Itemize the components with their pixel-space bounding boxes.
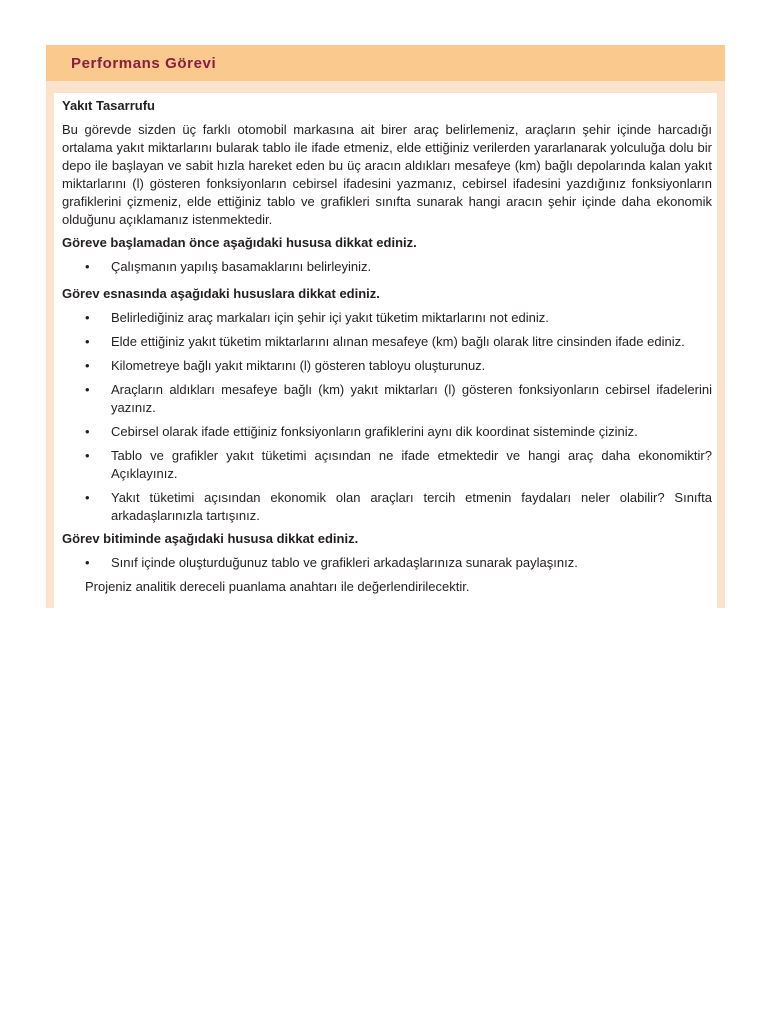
bullet-icon: • <box>85 555 90 570</box>
list-item-text: Sınıf içinde oluşturduğunuz tablo ve grafikleri arkadaşlarınıza sunarak paylaşınız. <box>111 555 578 570</box>
list-item-text: Çalışmanın yapılış basamaklarını belirleyiniz. <box>111 259 372 274</box>
bullet-icon: • <box>85 358 90 373</box>
panel-header <box>46 45 725 81</box>
list-item-text: Cebirsel olarak ifade ettiğiniz fonksiyonların grafiklerini aynı dik koordinat sisteminde çiziniz. <box>111 424 638 439</box>
list-item-text: Tablo ve grafikler yakıt tüketimi açısından ne ifade etmektedir ve hangi araç daha ekonomiktir? Açıklayınız. <box>111 448 712 481</box>
during-heading: Görev esnasında aşağıdaki hususlara dikkat ediniz. <box>62 286 380 301</box>
list-item-text: Kilometreye bağlı yakıt miktarını (l) gösteren tabloyu oluşturunuz. <box>111 358 486 373</box>
bullet-icon: • <box>85 334 90 349</box>
after-list <box>62 554 712 572</box>
bullet-icon: • <box>85 382 90 397</box>
task-title: Yakıt Tasarrufu <box>62 98 155 113</box>
list-item <box>62 447 712 483</box>
after-heading: Görev bitiminde aşağıdaki hususa dikkat ediniz. <box>62 531 359 546</box>
bullet-icon: • <box>85 490 90 505</box>
bullet-icon: • <box>85 424 90 439</box>
list-item-text: Araçların aldıkları mesafeye bağlı (km) yakıt miktarları (l) gösteren fonksiyonların cebirsel ifadelerini yazınız. <box>111 382 712 415</box>
before-heading: Göreve başlamadan önce aşağıdaki hususa dikkat ediniz. <box>62 235 417 250</box>
performance-task-panel <box>46 45 725 608</box>
list-item <box>62 309 712 327</box>
list-item <box>62 423 712 441</box>
list-item <box>62 357 712 375</box>
list-item <box>62 381 712 417</box>
list-item <box>62 489 712 525</box>
bullet-icon: • <box>85 259 90 274</box>
list-item-text: Elde ettiğiniz yakıt tüketim miktarlarını alınan mesafeye (km) bağlı olarak litre cinsinden ifade ediniz. <box>111 334 685 349</box>
list-item <box>62 333 712 351</box>
evaluation-note: Projeniz analitik dereceli puanlama anahtarı ile değerlendirilecektir. <box>85 579 470 594</box>
list-item <box>62 258 712 276</box>
during-list <box>62 309 712 525</box>
panel-content <box>54 93 717 608</box>
task-body <box>62 97 712 596</box>
bullet-icon: • <box>85 310 90 325</box>
panel-title: Performans Görevi <box>71 55 217 72</box>
before-list <box>62 258 712 276</box>
list-item-text: Belirlediğiniz araç markaları için şehir içi yakıt tüketim miktarlarını not ediniz. <box>111 310 549 325</box>
list-item <box>62 554 712 572</box>
list-item-text: Yakıt tüketimi açısından ekonomik olan araçları tercih etmenin faydaları neler olabilir? Sınıfta arkadaşlarınızla tartışınız. <box>111 490 712 523</box>
bullet-icon: • <box>85 448 90 463</box>
task-intro: Bu görevde sizden üç farklı otomobil markasına ait birer araç belirlemeniz, araçların şehir içinde harcadığı ortalama yakıt miktarlarını bularak tablo ile ifade etmeniz, elde ettiğiniz verilerden yararlanarak yolculuğa dolu bir depo ile başlayan ve sabit hızla hareket eden bu üç aracın aldıkları mesafeye (km) bağlı depolarında kalan yakıt miktarlarını (l) gösteren fonksiyonların cebirsel ifadesini yazmanız, cebirsel ifadesini yazdığınız fonksiyonların grafiklerini çizmeniz, elde ettiğiniz tablo ve grafikleri sınıfta sunarak hangi aracın şehir içinde daha ekonomik olduğunu açıklamanız istenmektedir. <box>62 122 712 227</box>
